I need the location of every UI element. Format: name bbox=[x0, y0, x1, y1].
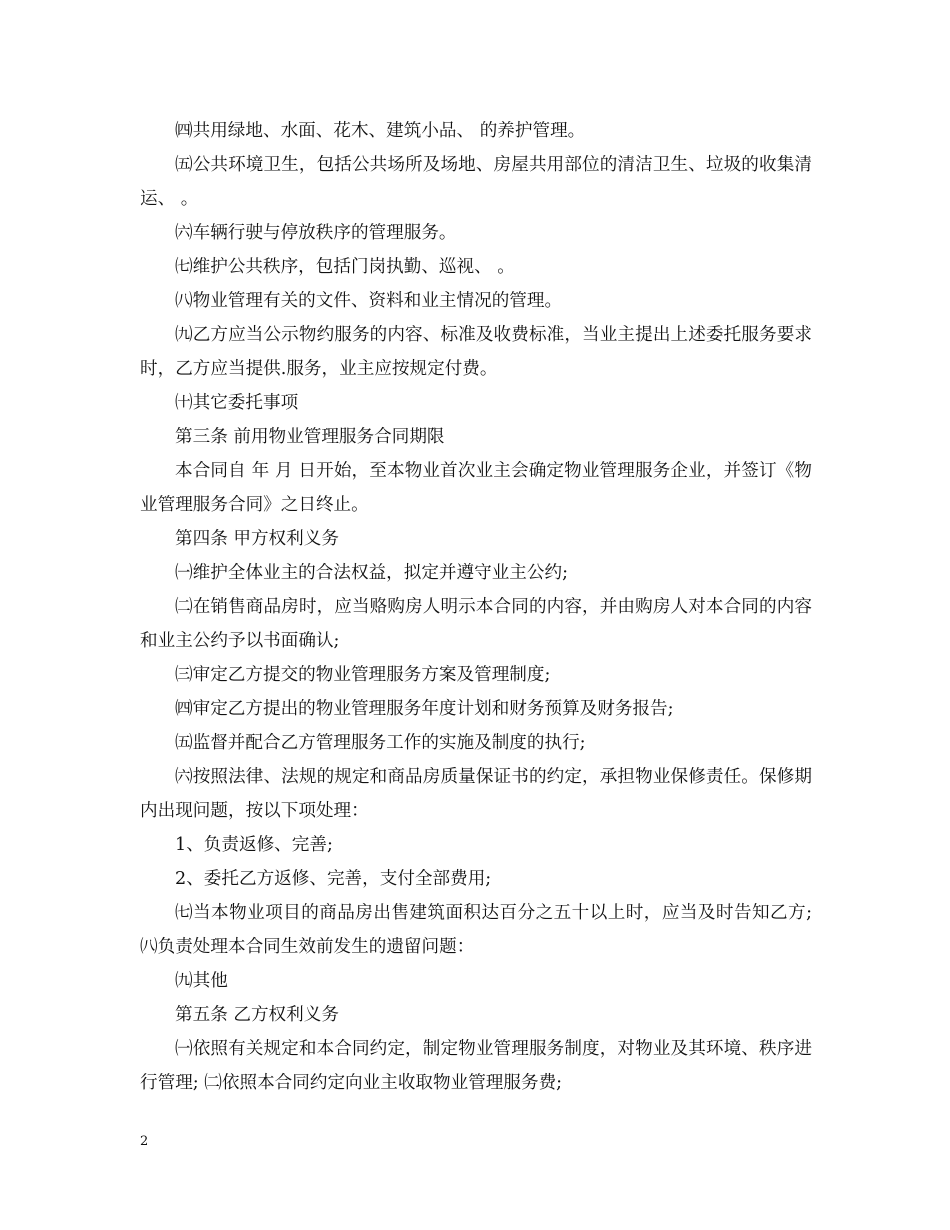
paragraph: ㈠依照有关规定和本合同约定，制定物业管理服务制度，对物业及其环境、秩序进行管理; ㈡依照本合同约定向业主收取物业管理服务费; bbox=[140, 1039, 812, 1093]
paragraph: ㈨其他 bbox=[175, 971, 228, 991]
paragraph: ㈤监督并配合乙方管理服务工作的实施及制度的执行; bbox=[175, 733, 586, 753]
paragraph: ㈣共用绿地、水面、花木、建筑小品、 的养护管理。 bbox=[175, 121, 586, 141]
paragraph: ㈥按照法律、法规的规定和商品房质量保证书的约定，承担物业保修责任。保修期内出现问题，按以下项处理： bbox=[140, 767, 812, 821]
section-heading: 第四条 甲方权利义务 bbox=[175, 529, 339, 549]
document-body bbox=[140, 114, 812, 1100]
paragraph: 本合同自 年 月 日开始，至本物业首次业主会确定物业管理服务企业，并签订《物业管理服务合同》之日终止。 bbox=[140, 461, 812, 515]
paragraph: 1、负责返修、完善; bbox=[175, 835, 333, 855]
page-number: 2 bbox=[140, 1134, 149, 1149]
paragraph: ㈡在销售商品房时，应当赂购房人明示本合同的内容，并由购房人对本合同的内容和业主公约予以书面确认; bbox=[140, 597, 812, 651]
paragraph: ㈨乙方应当公示物约服务的内容、标准及收费标准，当业主提出上述委托服务要求时，乙方应当提供.服务，业主应按规定付费。 bbox=[140, 325, 812, 379]
paragraph: ㈠维护全体业主的合法权益，拟定并遵守业主公约; bbox=[175, 563, 568, 583]
paragraph: ㈧物业管理有关的文件、资料和业主情况的管理。 bbox=[175, 291, 563, 311]
paragraph: ㈩其它委托事项 bbox=[175, 393, 299, 413]
section-heading: 第五条 乙方权利义务 bbox=[175, 1005, 339, 1025]
paragraph: ㈢审定乙方提交的物业管理服务方案及管理制度; bbox=[175, 665, 551, 685]
paragraph: ㈤公共环境卫生，包括公共场所及场地、房屋共用部位的清洁卫生、垃圾的收集清运、 。 bbox=[140, 155, 812, 209]
paragraph: ㈥车辆行驶与停放秩序的管理服务。 bbox=[175, 223, 457, 243]
paragraph: ㈣审定乙方提出的物业管理服务年度计划和财务预算及财务报告; bbox=[175, 699, 674, 719]
paragraph: 2、委托乙方返修、完善，支付全部费用; bbox=[175, 869, 492, 889]
paragraph: ㈦维护公共秩序，包括门岗执勤、巡视、 。 bbox=[175, 257, 515, 277]
paragraph: ㈦当本物业项目的商品房出售建筑面积达百分之五十以上时，应当及时告知乙方; ㈧负责处理本合同生效前发生的遗留问题： bbox=[140, 903, 812, 957]
section-heading: 第三条 前用物业管理服务合同期限 bbox=[175, 427, 445, 447]
